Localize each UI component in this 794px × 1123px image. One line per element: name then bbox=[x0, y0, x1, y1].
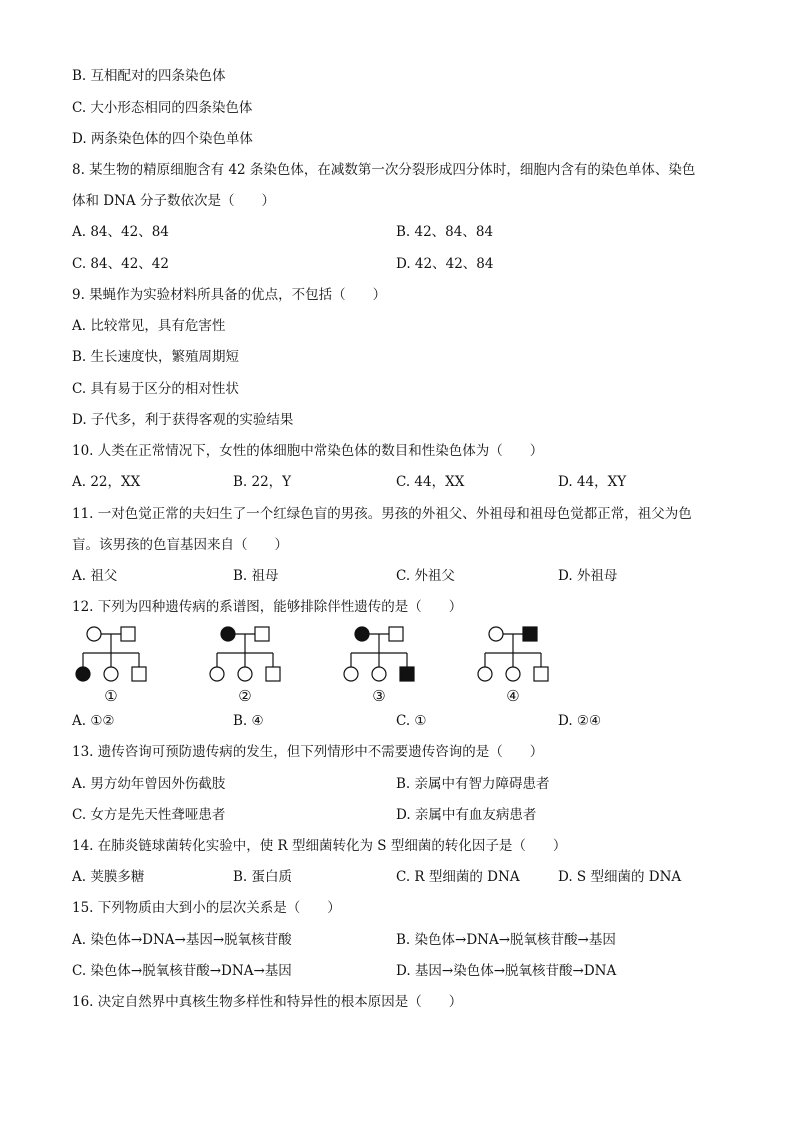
q12-stem: 12. 下列为四种遗传病的系谱图，能够排除伴性遗传的是（ ） bbox=[72, 599, 463, 615]
q8-option-c: C. 84、42、42 bbox=[72, 256, 169, 272]
pedigree-2-father bbox=[255, 627, 269, 641]
pedigree-2-daughter-2 bbox=[238, 667, 252, 681]
pedigree-1-daughter bbox=[104, 667, 118, 681]
q15-option-a: A. 染色体→DNA→基因→脱氧核苷酸 bbox=[72, 932, 292, 948]
q15-option-c: C. 染色体→脱氧核苷酸→DNA→基因 bbox=[72, 963, 292, 979]
pedigree-1-father bbox=[121, 627, 135, 641]
q15-option-d: D. 基因→染色体→脱氧核苷酸→DNA bbox=[396, 963, 617, 979]
pedigree-3-daughter-2 bbox=[372, 667, 386, 681]
q14-stem: 14. 在肺炎链球菌转化实验中，使 R 型细菌转化为 S 型细菌的转化因子是（ ） bbox=[72, 838, 567, 854]
q14-option-c: C. R 型细菌的 DNA bbox=[396, 869, 520, 885]
pedigree-2-daughter-1 bbox=[210, 667, 224, 681]
q15-stem: 15. 下列物质由大到小的层次关系是（ ） bbox=[72, 900, 341, 916]
pedigree-3 bbox=[344, 627, 414, 681]
q12-option-d: D. ②④ bbox=[558, 713, 602, 729]
q8-stem-line1: 8. 某生物的精原细胞含有 42 条染色体，在减数第一次分裂形成四分体时，细胞内含有的染色单体、染色 bbox=[72, 162, 696, 178]
q11-stem-line1: 11. 一对色觉正常的夫妇生了一个红绿色盲的男孩。男孩的外祖父、外祖母和祖母色觉都正常，祖父为色 bbox=[72, 506, 692, 522]
q11-option-c: C. 外祖父 bbox=[396, 568, 455, 584]
pedigree-2-son bbox=[266, 667, 280, 681]
pedigree-2 bbox=[210, 627, 280, 681]
pedigree-3-father bbox=[389, 627, 403, 641]
q14-option-d: D. S 型细菌的 DNA bbox=[558, 869, 682, 885]
q8-stem-line2: 体和 DNA 分子数依次是（ ） bbox=[72, 193, 275, 209]
pedigree-2-affected-mother bbox=[221, 627, 235, 641]
pedigree-3-daughter-1 bbox=[344, 667, 358, 681]
q7-option-c: C. 大小形态相同的四条染色体 bbox=[72, 100, 253, 116]
pedigree-diagrams bbox=[72, 620, 592, 706]
q13-option-b: B. 亲属中有智力障碍患者 bbox=[396, 776, 550, 792]
pedigree-label-3: ③ bbox=[372, 687, 386, 705]
pedigree-4-son bbox=[534, 667, 548, 681]
q8-option-a: A. 84、42、84 bbox=[72, 224, 169, 240]
q10-option-c: C. 44，XX bbox=[396, 474, 465, 490]
q9-stem: 9. 果蝇作为实验材料所具备的优点，不包括（ ） bbox=[72, 287, 387, 303]
pedigree-1 bbox=[76, 627, 146, 681]
pedigree-1-affected-daughter bbox=[76, 667, 90, 681]
pedigree-svg bbox=[72, 620, 592, 706]
q12-option-b: B. ④ bbox=[233, 713, 264, 729]
q11-option-d: D. 外祖母 bbox=[558, 568, 618, 584]
pedigree-1-mother bbox=[87, 627, 101, 641]
q10-option-b: B. 22，Y bbox=[233, 474, 292, 490]
pedigree-4-mother bbox=[489, 627, 503, 641]
q9-option-d: D. 子代多，利于获得客观的实验结果 bbox=[72, 412, 294, 428]
pedigree-label-1: ① bbox=[104, 687, 118, 705]
q8-option-b: B. 42、84、84 bbox=[396, 224, 494, 240]
q8-option-d: D. 42、42、84 bbox=[396, 256, 494, 272]
pedigree-label-4: ④ bbox=[506, 687, 520, 705]
pedigree-3-affected-mother bbox=[355, 627, 369, 641]
q14-option-b: B. 蛋白质 bbox=[233, 869, 293, 885]
pedigree-4-daughter-1 bbox=[478, 667, 492, 681]
q14-option-a: A. 荚膜多糖 bbox=[72, 869, 145, 885]
q11-option-b: B. 祖母 bbox=[233, 568, 279, 584]
pedigree-4 bbox=[478, 627, 548, 681]
q11-stem-line2: 盲。该男孩的色盲基因来自（ ） bbox=[72, 537, 288, 553]
pedigree-3-affected-son bbox=[400, 667, 414, 681]
q12-option-a: A. ①② bbox=[72, 713, 115, 729]
q10-option-d: D. 44，XY bbox=[558, 474, 627, 490]
q13-option-d: D. 亲属中有血友病患者 bbox=[396, 807, 537, 823]
q9-option-c: C. 具有易于区分的相对性状 bbox=[72, 381, 239, 397]
q12-option-c: C. ① bbox=[396, 713, 427, 729]
q7-option-b: B. 互相配对的四条染色体 bbox=[72, 68, 226, 84]
pedigree-1-son bbox=[132, 667, 146, 681]
q10-option-a: A. 22，XX bbox=[72, 474, 141, 490]
pedigree-label-2: ② bbox=[238, 687, 252, 705]
q9-option-a: A. 比较常见，具有危害性 bbox=[72, 318, 226, 334]
q7-option-d: D. 两条染色体的四个染色单体 bbox=[72, 131, 253, 147]
q13-stem: 13. 遗传咨询可预防遗传病的发生，但下列情形中不需要遗传咨询的是（ ） bbox=[72, 744, 544, 760]
pedigree-4-affected-father bbox=[523, 627, 537, 641]
q9-option-b: B. 生长速度快，繁殖周期短 bbox=[72, 349, 240, 365]
q10-stem: 10. 人类在正常情况下，女性的体细胞中常染色体的数目和性染色体为（ ） bbox=[72, 443, 544, 459]
q16-stem: 16. 决定自然界中真核生物多样性和特异性的根本原因是（ ） bbox=[72, 994, 463, 1010]
q13-option-a: A. 男方幼年曾因外伤截肢 bbox=[72, 776, 226, 792]
pedigree-4-daughter-2 bbox=[506, 667, 520, 681]
q11-option-a: A. 祖父 bbox=[72, 568, 118, 584]
q13-option-c: C. 女方是先天性聋哑患者 bbox=[72, 807, 226, 823]
q15-option-b: B. 染色体→DNA→脱氧核苷酸→基因 bbox=[396, 932, 616, 948]
